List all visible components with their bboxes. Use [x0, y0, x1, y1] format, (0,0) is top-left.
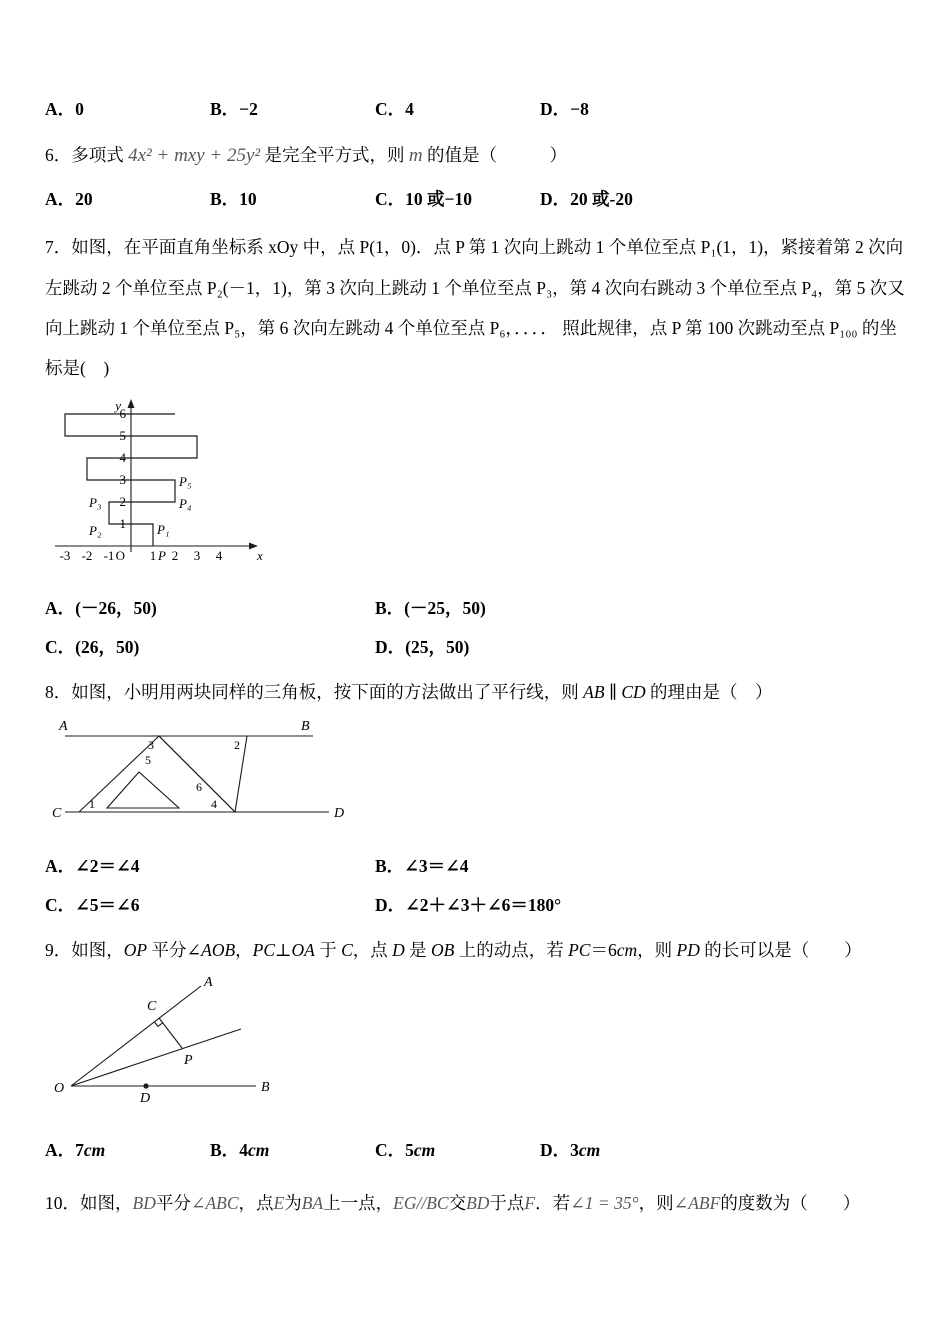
origin-label: O — [115, 548, 125, 564]
question-10-text: 为 — [284, 1192, 302, 1213]
q8-parallel-symbol: ∥ — [608, 682, 617, 703]
label-D: D — [334, 805, 345, 821]
q9-math: OA — [291, 939, 315, 960]
point-p-label: P — [158, 548, 166, 564]
label-C: C — [52, 805, 62, 821]
x-axis-label: x — [257, 548, 263, 564]
q9-math: D — [392, 939, 405, 960]
question-10-text: 于点 — [489, 1192, 525, 1213]
q9-math: cm — [616, 939, 638, 960]
question-9-text: 于 — [314, 939, 342, 960]
angle-4: 4 — [211, 796, 217, 811]
figure-lines — [71, 986, 256, 1086]
q8-figure-wrap — [51, 716, 905, 833]
question-6-text: 的值是（ ） — [426, 145, 567, 165]
option-c: C．∠5＝∠6 — [45, 894, 140, 915]
question-9-text: ，则 — [637, 939, 677, 960]
q7-figure-wrap — [51, 396, 905, 579]
option-b: B．∠3＝∠4 — [375, 855, 469, 876]
point-p5-label: P₅ — [179, 474, 192, 490]
y-tick: 1 — [119, 516, 126, 532]
option-b: B．(－25，50) — [375, 598, 486, 619]
question-7-text: 7．如图，在平面直角坐标系 xOy 中，点 P(1，0)．点 P 第 1 次向上跳动 1 个单位至点 P₁(1，1)，紧接着第 2 次向左跳动 2 个单位至点 P₂(－1，1)，第 3 次向上跳动 1 个单位至点 P₃，第 4 次向右跳动 3 个单位至点 P₄，第 5 次又向上跳动 1 个单位至点 P₅，第 6 次向左跳动 4 个单位至点 P₆，．．．． 照此规律，点 P 第 100 次跳动至点 P₁₀₀ 的坐标是( ) — [45, 237, 905, 378]
option-b: B．4cm — [210, 1139, 270, 1160]
angle-5: 5 — [145, 752, 151, 767]
q6-m-formula: m — [408, 145, 423, 166]
question-10-text: ，则 — [638, 1192, 674, 1213]
label-D: D — [140, 1090, 151, 1106]
option-b: B．10 — [210, 189, 257, 210]
point-p3-label: P₃ — [89, 495, 102, 511]
question-9-text: 上的动点，若 — [454, 939, 569, 960]
question-6-options — [45, 186, 905, 211]
y-tick: 5 — [119, 428, 126, 444]
q9-math: AOB — [201, 939, 236, 960]
question-10-text: 10．如图， — [45, 1192, 133, 1213]
question-9-text: ⊥ — [275, 939, 292, 960]
point-p2-label: P₂ — [89, 523, 102, 539]
question-10-text: ．若 — [535, 1192, 571, 1213]
label-B: B — [261, 1079, 270, 1095]
option-d: D．(25，50) — [375, 637, 470, 658]
option-a: A．7cm — [45, 1139, 106, 1160]
y-axis-arrow — [128, 399, 135, 408]
point-p4-label: P₄ — [179, 496, 192, 512]
question-10-text: 平分 — [155, 1192, 191, 1213]
question-5-options — [45, 96, 905, 121]
q10-formula: ∠ABC — [190, 1192, 239, 1213]
option-d: D．20 或-20 — [540, 189, 633, 210]
question-9-options — [45, 1137, 905, 1162]
option-c: C．10 或−10 — [375, 189, 472, 210]
x-tick: -3 — [59, 548, 71, 564]
q10-formula: E — [273, 1192, 285, 1213]
option-c: C．(26，50) — [45, 637, 140, 658]
label-A: A — [59, 718, 68, 734]
option-c: C．5cm — [375, 1139, 436, 1160]
y-tick: 3 — [119, 472, 126, 488]
question-10-text: 交 — [448, 1192, 467, 1213]
x-tick: -2 — [81, 548, 93, 564]
question-9 — [45, 935, 905, 966]
angle-3: 3 — [148, 737, 154, 752]
q9-math: OB — [431, 939, 455, 960]
q10-formula: BA — [301, 1192, 324, 1213]
axes — [55, 406, 249, 552]
option-c: C．4 — [375, 99, 414, 119]
question-10-text: 的度数为（ ） — [720, 1192, 861, 1213]
q10-formula: EG//BC — [393, 1192, 449, 1213]
y-axis-label: y — [115, 398, 121, 414]
question-6 — [45, 139, 905, 172]
question-9-text: ，点 — [352, 939, 393, 960]
q10-formula: ∠ABF — [673, 1192, 721, 1213]
question-10 — [45, 1188, 905, 1219]
q9-figure-wrap — [51, 974, 905, 1119]
option-b: B．−2 — [210, 99, 258, 119]
label-O: O — [54, 1080, 65, 1096]
option-a: A．∠2＝∠4 — [45, 855, 140, 876]
angle-2: 2 — [234, 737, 240, 752]
q10-formula: BD — [132, 1192, 156, 1213]
q10-formula: BD — [466, 1192, 490, 1213]
y-tick: 6 — [119, 406, 126, 422]
question-9-text: 的长可以是（ ） — [699, 939, 862, 960]
q9-math: PC — [568, 939, 591, 960]
y-tick: 4 — [119, 450, 126, 466]
label-B: B — [301, 718, 310, 734]
question-7-options — [45, 595, 905, 659]
question-6-text: 6．多项式 — [45, 145, 124, 165]
q10-formula: ∠1 = 35° — [570, 1192, 639, 1213]
x-tick: 3 — [193, 548, 201, 564]
question-9-text: 9．如图， — [45, 939, 124, 960]
option-d: D．3cm — [540, 1139, 601, 1160]
question-10-text: 上一点， — [323, 1192, 394, 1213]
q10-formula: F — [524, 1192, 536, 1213]
angle-6: 6 — [196, 779, 202, 794]
q8-triangles-figure — [51, 716, 381, 828]
question-9-text: 平分∠ — [147, 939, 202, 960]
q9-angle-figure — [51, 974, 301, 1114]
label-P: P — [184, 1052, 193, 1068]
label-C: C — [147, 998, 157, 1014]
question-6-text: 是完全平方式，则 — [264, 145, 405, 165]
option-a: A．(－26，50) — [45, 598, 157, 619]
q9-math: PC — [252, 939, 276, 960]
question-8-text: 8．如图，小明用两块同样的三角板，按下面的方法做出了平行线，则 — [45, 682, 584, 703]
angle-1: 1 — [89, 796, 95, 811]
x-tick: -1 — [103, 548, 115, 564]
q7-coordinate-figure — [51, 396, 281, 574]
x-tick: 4 — [215, 548, 223, 564]
option-a: A．20 — [45, 189, 93, 210]
q8-ab: AB — [583, 682, 605, 703]
q8-cd: CD — [621, 682, 646, 703]
point-D-dot — [143, 1083, 148, 1088]
question-8-text: 的理由是（ ） — [650, 682, 773, 703]
question-9-text: 是 — [404, 939, 432, 960]
q6-polynomial-formula: 4x² + mxy + 25y² — [128, 145, 261, 166]
option-d: D．∠2＋∠3＋∠6＝180° — [375, 894, 562, 915]
q9-math: PD — [676, 939, 700, 960]
question-9-text: ， — [235, 939, 253, 960]
option-a: A．0 — [45, 99, 84, 119]
question-9-text: ＝6 — [590, 939, 617, 960]
option-d: D．−8 — [540, 99, 589, 119]
question-8-options — [45, 853, 905, 917]
q9-math: C — [341, 939, 353, 960]
label-A: A — [204, 974, 213, 990]
y-tick: 2 — [119, 494, 126, 510]
q9-math: OP — [123, 939, 148, 960]
point-p1-label: P₁ — [157, 522, 170, 538]
x-tick: 2 — [171, 548, 179, 564]
figure-lines — [65, 736, 329, 812]
question-8 — [45, 677, 905, 708]
question-10-text: ，点 — [238, 1192, 274, 1213]
x-tick: 1 — [149, 548, 157, 564]
